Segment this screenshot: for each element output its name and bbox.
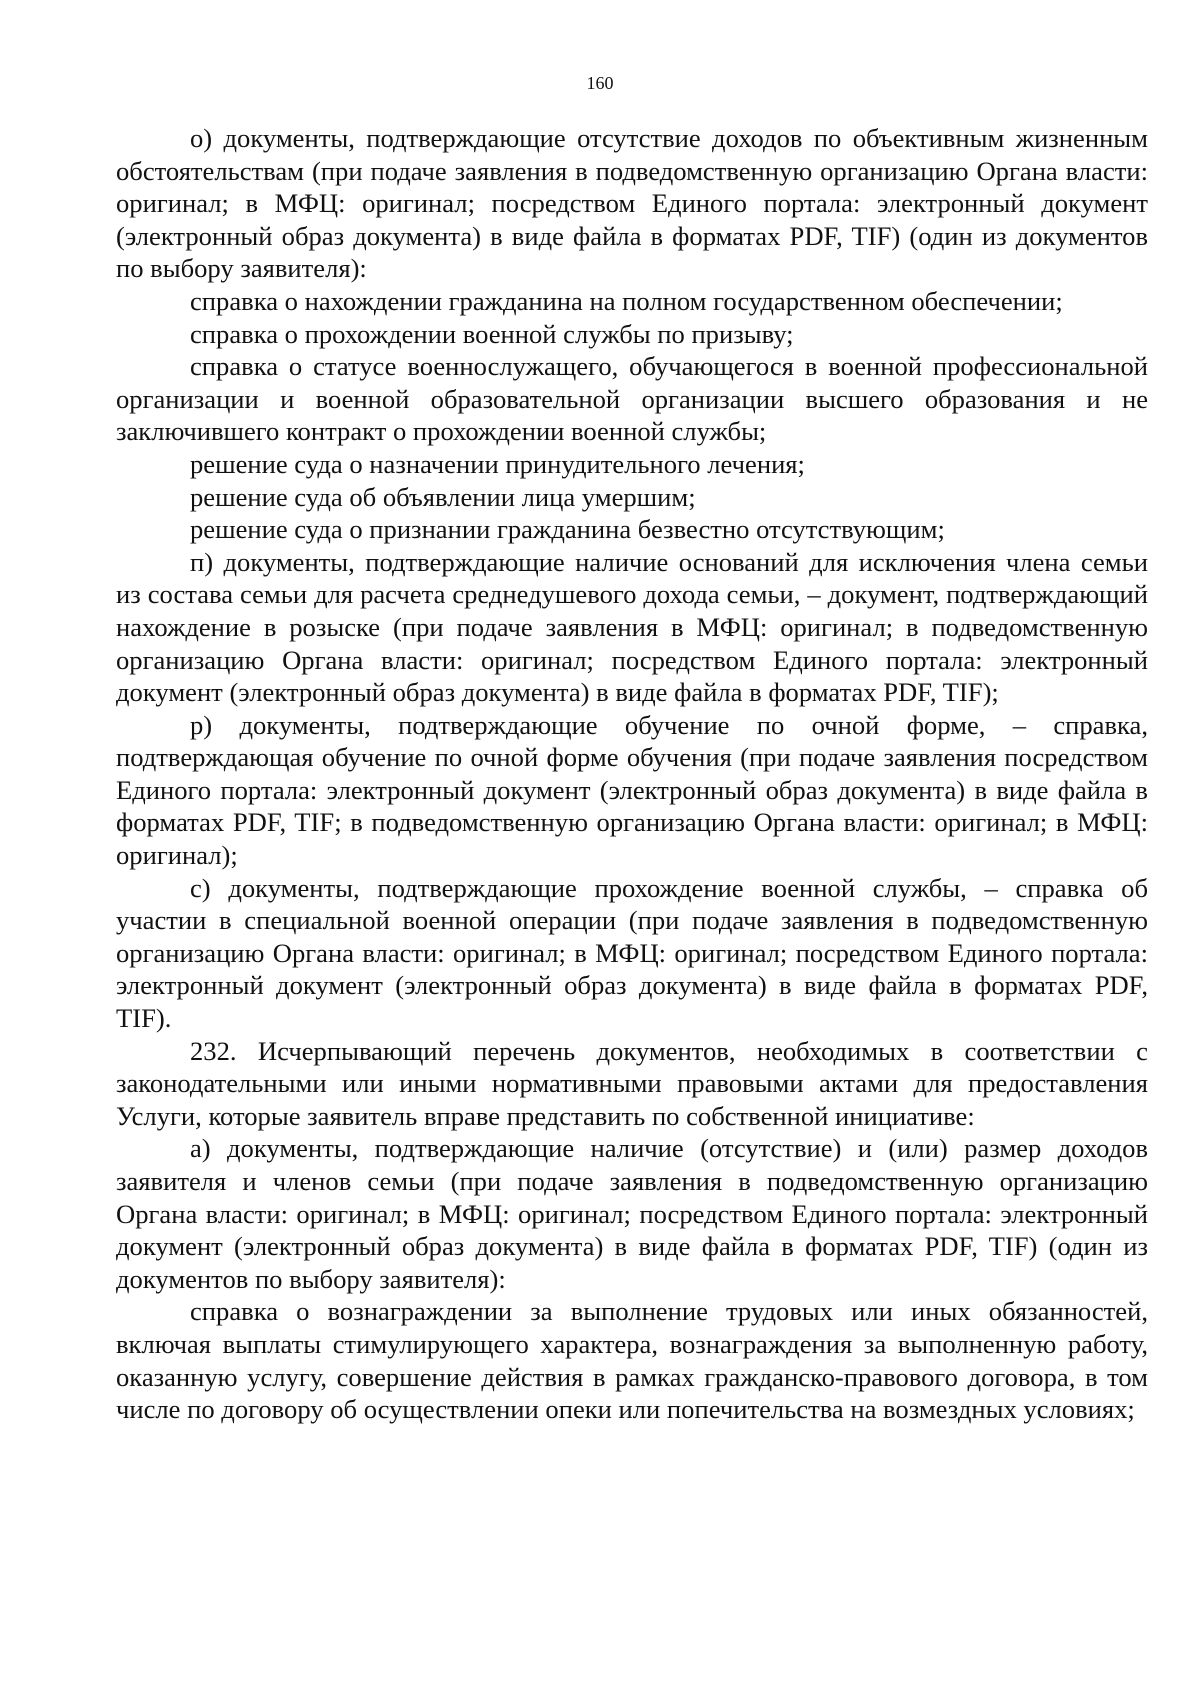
paragraph-s-military-service: с) документы, подтверждающие прохождение военной службы, – справка об участии в специальной военной операции (при подаче заявления в подведомственную организацию Органа власти: оригинал; в МФЦ: оригинал; посредством Единого портала: электронный документ (электронный образ документа) в виде файла в форматах PDF, TIF). [116,872,1148,1034]
list-item-state-support-certificate: справка о нахождении гражданина на полном государственном обеспечении; [190,285,1063,316]
page-number: 160 [586,73,614,93]
paragraph-232-document-list: 232. Исчерпывающий перечень документов, необходимых в соответствии с законодательными или иными нормативными правовыми актами для предоставления Услуги, которые заявитель вправе представить по собственной инициативе: [116,1035,1148,1131]
paragraph-o-income-absence: о) документы, подтверждающие отсутствие доходов по объективным жизненным обстоятельствам (при подаче заявления в подведомственную организацию Органа власти: оригинал; в МФЦ: оригинал; посредством Единого портала: электронный документ (электронный образ документа) в виде файла в форматах PDF, TIF) (один из документов по выбору заявителя): [116,123,1148,284]
list-item-court-missing-decision: решение суда о признании гражданина безвестно отсутствующим; [190,514,945,545]
paragraph-p-family-exclusion: п) документы, подтверждающие наличие оснований для исключения члена семьи из состава семьи для расчета среднедушевого дохода семьи, – документ, подтверждающий нахождение в розыске (при подаче заявления в МФЦ: оригинал; в подведомственную организацию Органа власти: оригинал; посредством Единого портала: электронный документ (электронный образ документа) в виде файла в форматах PDF, TIF); [116,546,1148,708]
list-item-court-treatment-decision: решение суда о назначении принудительного лечения; [190,448,805,479]
document-body [116,122,1148,1426]
list-item-court-death-decision: решение суда об объявлении лица умершим; [190,481,696,512]
list-item-conscription-certificate: справка о прохождении военной службы по призыву; [190,318,794,349]
paragraph-a-income-documents: а) документы, подтверждающие наличие (отсутствие) и (или) размер доходов заявителя и членов семьи (при подаче заявления в подведомственную организацию Органа власти: оригинал; в МФЦ: оригинал; посредством Единого портала: электронный документ (электронный образ документа) в виде файла в форматах PDF, TIF) (один из документов по выбору заявителя): [116,1133,1148,1294]
list-item-serviceman-status-certificate: справка о статусе военнослужащего, обучающегося в военной профессиональной организации и военной образовательной организации высшего образования и не заключившего контракт о прохождении военной службы; [116,351,1148,447]
list-item-remuneration-certificate: справка о вознаграждении за выполнение трудовых или иных обязанностей, включая выплаты стимулирующего характера, вознаграждения за выполненную работу, оказанную услугу, совершение действия в рамках гражданско-правового договора, в том числе по договору об осуществлении опеки или попечительства на возмездных условиях; [116,1296,1148,1425]
paragraph-r-full-time-study: р) документы, подтверждающие обучение по очной форме, – справка, подтверждающая обучение по очной форме обучения (при подаче заявления посредством Единого портала: электронный документ (электронный образ документа) в виде файла в форматах PDF, TIF; в подведомственную организацию Органа власти: оригинал; в МФЦ: оригинал); [116,709,1148,871]
